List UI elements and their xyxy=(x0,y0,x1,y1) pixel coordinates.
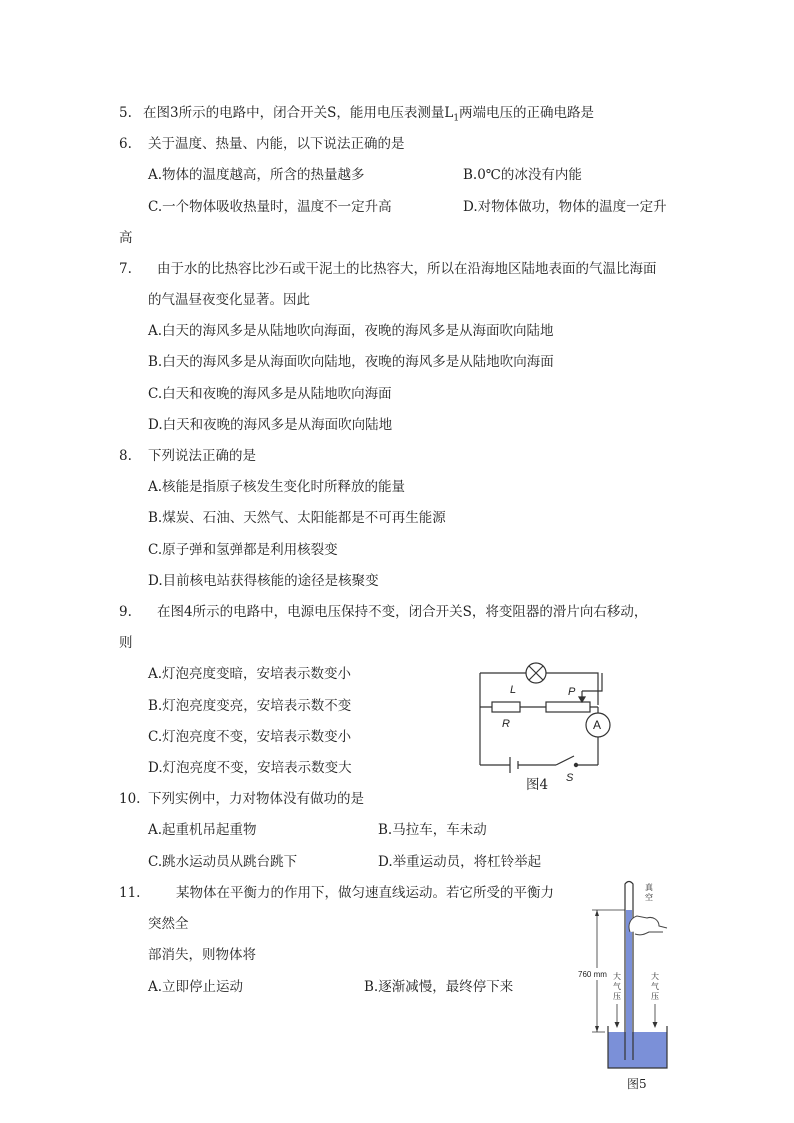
q8-option-c: C.原子弹和氢弹都是利用核裂变 xyxy=(148,542,338,558)
q11-number: 11. xyxy=(119,885,141,901)
q6-number: 6. xyxy=(119,136,132,152)
q6-option-a: A.物体的温度越高，所含的热量越多 xyxy=(148,167,365,183)
q11-option-b: B.逐渐减慢，最终停下来 xyxy=(364,979,514,995)
q8-option-d: D.目前核电站获得核能的途径是核聚变 xyxy=(148,573,379,589)
q5-stem-b: 两端电压的正确电路是 xyxy=(459,105,595,121)
figure-5-barometer xyxy=(575,876,675,1074)
atm-right-label-2: 气 xyxy=(651,982,659,991)
q8-number: 8. xyxy=(119,448,132,464)
q11-option-a: A.立即停止运动 xyxy=(148,979,244,995)
q11-stem-line3: 部消失，则物体将 xyxy=(148,947,256,963)
battery-icon xyxy=(510,757,518,773)
q10-option-d: D.举重运动员，将杠铃举起 xyxy=(378,854,542,870)
rheostat-slider-lead xyxy=(582,673,602,691)
dim-arrow-top xyxy=(595,910,599,916)
dim-arrow-bottom xyxy=(595,1026,599,1032)
label-s: S xyxy=(566,772,574,784)
mercury-basin-liquid xyxy=(608,1032,667,1068)
label-p: P xyxy=(568,686,576,698)
q7-stem-line1: 由于水的比热容比沙石或干泥土的比热容大，所以在沿海地区陆地表面的气温比海面 xyxy=(157,261,657,277)
height-label: 760 mm xyxy=(578,970,607,979)
q9-stem-line2: 则 xyxy=(119,635,133,651)
q6-option-c: C.一个物体吸收热量时，温度不一定升高 xyxy=(148,199,392,215)
q7-option-b: B.白天的海风多是从海面吹向陆地，夜晚的海风多是从陆地吹向海面 xyxy=(148,354,554,370)
q11-stem-line2: 突然全 xyxy=(148,916,189,932)
q5-subscript: 1 xyxy=(453,113,460,124)
atm-left-label-1: 大 xyxy=(613,972,621,981)
q5-stem-a: 在图3所示的电路中，闭合开关S，能用电压表测量L xyxy=(143,105,454,121)
q8-option-b: B.煤炭、石油、天然气、太阳能都是不可再生能源 xyxy=(148,510,446,526)
atm-left-label-2: 气 xyxy=(613,982,621,991)
rheostat xyxy=(546,702,590,712)
q8-option-a: A.核能是指原子核发生变化时所释放的能量 xyxy=(148,479,406,495)
q9-option-d: D.灯泡亮度不变，安培表示数变大 xyxy=(148,760,352,776)
q5-stem xyxy=(143,104,594,128)
q5-number: 5. xyxy=(119,105,132,121)
label-a: A xyxy=(593,718,602,732)
q6-option-d: D.对物体做功，物体的温度一定升 xyxy=(463,199,667,215)
q7-option-c: C.白天和夜晚的海风多是从陆地吹向海面 xyxy=(148,386,392,402)
q6-option-d-continued: 高 xyxy=(119,230,133,246)
figure-4-circuit xyxy=(470,655,620,795)
q10-number: 10. xyxy=(119,791,141,807)
q7-option-a: A.白天的海风多是从陆地吹向海面，夜晚的海风多是从海面吹向陆地 xyxy=(148,323,554,339)
glass-tube-mercury xyxy=(626,910,632,1060)
figure-4-caption: 图4 xyxy=(526,777,549,793)
q9-option-b: B.灯泡亮度变亮，安培表示数不变 xyxy=(148,698,352,714)
vacuum-label-2: 空 xyxy=(645,893,653,902)
q9-option-c: C.灯泡亮度不变，安培表示数变小 xyxy=(148,729,352,745)
label-l: L xyxy=(510,684,517,696)
q11-stem-line1: 某物体在平衡力的作用下，做匀速直线运动。若它所受的平衡力 xyxy=(176,885,554,901)
atm-right-label-1: 大 xyxy=(651,972,659,981)
q9-option-a: A.灯泡亮度变暗，安培表示数变小 xyxy=(148,666,352,682)
slider-arrow xyxy=(579,697,585,702)
q7-option-d: D.白天和夜晚的海风多是从海面吹向陆地 xyxy=(148,417,393,433)
figure-5-caption: 图5 xyxy=(627,1077,647,1091)
switch-icon xyxy=(556,756,574,765)
q6-stem: 关于温度、热量、内能，以下说法正确的是 xyxy=(148,136,405,152)
resistor-r xyxy=(492,702,520,712)
q7-stem-line2: 的气温昼夜变化显著。因此 xyxy=(148,292,310,308)
atm-left-label-3: 压 xyxy=(613,992,621,1001)
label-r: R xyxy=(502,718,510,730)
hand-icon xyxy=(629,916,667,935)
q10-option-b: B.马拉车，车未动 xyxy=(378,822,487,838)
switch-pivot xyxy=(574,763,577,766)
q9-stem-line1: 在图4所示的电路中，电源电压保持不变，闭合开关S，将变阻器的滑片向右移动， xyxy=(157,604,648,620)
q10-option-c: C.跳水运动员从跳台跳下 xyxy=(148,854,298,870)
atm-arrow-right-head xyxy=(653,1022,658,1028)
q8-stem: 下列说法正确的是 xyxy=(148,448,256,464)
q9-number: 9. xyxy=(119,604,132,620)
q10-option-a: A.起重机吊起重物 xyxy=(148,822,257,838)
vacuum-label-1: 真 xyxy=(645,883,653,892)
q10-stem: 下列实例中，力对物体没有做功的是 xyxy=(148,791,364,807)
atm-right-label-3: 压 xyxy=(651,992,659,1001)
atm-arrow-left-head xyxy=(615,1022,620,1028)
q6-option-b: B.0℃的冰没有内能 xyxy=(463,167,582,183)
lamp-cross xyxy=(529,666,543,680)
q7-number: 7. xyxy=(119,261,132,277)
